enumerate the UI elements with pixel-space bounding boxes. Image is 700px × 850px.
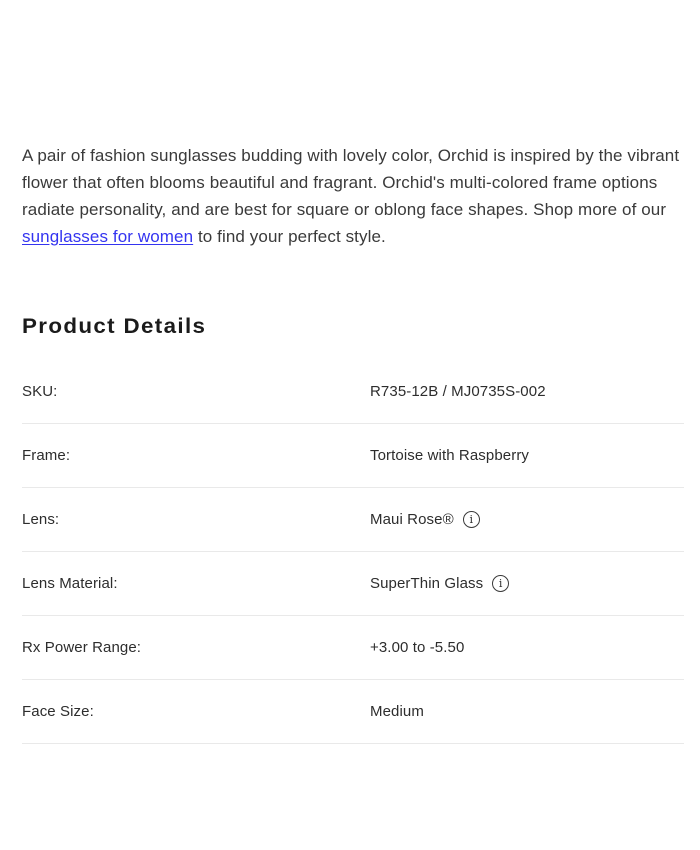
row-value (370, 639, 464, 656)
row-label: SKU: (22, 383, 58, 400)
table-row (22, 488, 684, 552)
product-details-table (22, 360, 684, 744)
row-value-text: Maui Rose® (370, 511, 454, 528)
row-value-text: R735-12B / MJ0735S-002 (370, 383, 546, 400)
table-row (22, 424, 684, 488)
table-row (22, 616, 684, 680)
row-label: Rx Power Range: (22, 639, 142, 656)
row-label: Frame: (22, 447, 71, 464)
row-label: Face Size: (22, 703, 94, 720)
table-row (22, 360, 684, 424)
row-value (370, 511, 480, 528)
row-value (370, 447, 529, 464)
row-value-text: SuperThin Glass (370, 575, 484, 592)
row-label: Lens Material: (22, 575, 118, 592)
product-details-heading: Product Details (22, 314, 207, 338)
table-row (22, 680, 684, 744)
info-icon[interactable]: i (463, 511, 480, 528)
product-description (22, 142, 684, 250)
row-value (370, 383, 546, 400)
description-text-after: to find your perfect style. (193, 227, 386, 246)
row-label: Lens: (22, 511, 60, 528)
info-icon[interactable]: i (492, 575, 509, 592)
description-text-before: A pair of fashion sunglasses budding with lovely color, Orchid is inspired by the vibrant flower that often blooms beautiful and fragrant. Orchid's multi-colored frame options radiate personality, and are best for square or oblong face shapes. Shop more of our (22, 146, 680, 219)
sunglasses-for-women-link[interactable]: sunglasses for women (22, 227, 194, 246)
row-value-text: Tortoise with Raspberry (370, 447, 530, 464)
row-value (370, 575, 509, 592)
row-value (370, 703, 424, 720)
row-value-text: +3.00 to -5.50 (370, 639, 465, 656)
table-row (22, 552, 684, 616)
row-value-text: Medium (370, 703, 424, 720)
